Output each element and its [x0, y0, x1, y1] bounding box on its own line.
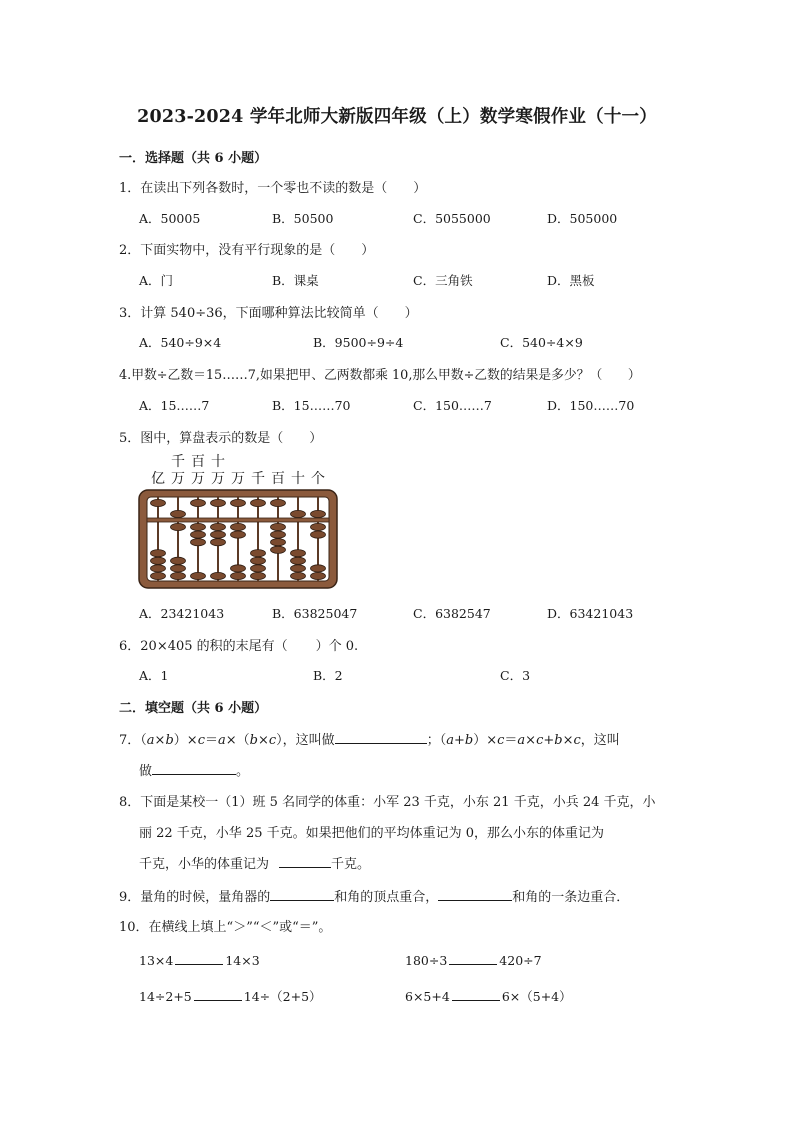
abacus-bead — [271, 523, 286, 530]
abacus-bead — [231, 572, 246, 579]
abacus-place-label: 万 — [211, 471, 225, 487]
question-2-stem: 2．下面实物中，没有平行现象的是（ ） — [119, 243, 375, 258]
q7-var: c — [268, 733, 277, 748]
q3-option-b[interactable]: B．9500÷9÷4 — [313, 335, 404, 350]
q5-option-c[interactable]: C．6382547 — [413, 606, 491, 621]
question-6-stem — [119, 635, 358, 654]
section-heading-choice: 一．选择题（共 6 小题） — [119, 151, 268, 166]
abacus-bead — [211, 531, 226, 538]
page-title: 2023-2024 学年北师大新版四年级（上）数学寒假作业（十一） — [137, 107, 657, 127]
q5-option-a[interactable]: A．23421043 — [139, 606, 225, 621]
q10-left-expr: 14÷2+5 — [139, 989, 192, 1004]
q7-text: ），这叫做 — [276, 733, 335, 748]
abacus-bead — [251, 499, 266, 506]
question-8-line-1: 8．下面是某校一（1）班 5 名同学的体重：小军 23 千克，小东 21 千克，小兵 24 千克，小 — [119, 795, 656, 810]
abacus-place-label: 百 — [271, 471, 285, 487]
q7-var: b — [464, 733, 474, 748]
q10-item-3 — [139, 986, 322, 1005]
q6-option-a[interactable]: A．1 — [139, 668, 169, 683]
q9-answer-blank-2[interactable] — [438, 886, 512, 901]
abacus-place-label: 十 — [291, 471, 305, 487]
q1-option-a[interactable]: A．50005 — [139, 211, 201, 226]
abacus-bead — [311, 531, 326, 538]
abacus-bead — [231, 565, 246, 572]
abacus-bead — [171, 565, 186, 572]
q7-text: + — [543, 733, 555, 748]
q9-answer-blank-1[interactable] — [270, 886, 334, 901]
q1-option-d[interactable]: D．505000 — [547, 211, 618, 226]
q7-var: b — [165, 733, 174, 748]
q4-option-d[interactable]: D．150……70 — [547, 398, 635, 413]
abacus-bead — [151, 550, 166, 557]
q10-item-4 — [405, 986, 572, 1005]
abacus-bead — [211, 523, 226, 530]
abacus-bead — [251, 565, 266, 572]
abacus-top-label: 百 — [191, 454, 205, 470]
q9-text: 和角的顶点重合， — [334, 890, 439, 905]
abacus-place-label: 万 — [171, 471, 185, 487]
q6-option-c[interactable]: C．3 — [500, 668, 531, 683]
q10-right-expr: 14÷（2+5） — [243, 989, 322, 1004]
q10-item-2 — [405, 950, 542, 968]
q7-answer-blank-2[interactable] — [152, 760, 236, 775]
question-8-line-2: 丽 22 千克，小华 25 千克。如果把他们的平均体重记为 0，那么小东的体重记为 — [139, 826, 605, 841]
q3-option-c[interactable]: C．540÷4×9 — [500, 335, 583, 350]
abacus-bead — [151, 557, 166, 564]
abacus-bead — [231, 523, 246, 530]
q10-left-expr: 180÷3 — [405, 953, 448, 968]
abacus-bead — [251, 550, 266, 557]
abacus-bead — [291, 572, 306, 579]
q7-text: 。 — [236, 764, 250, 779]
abacus-bead — [191, 539, 206, 546]
abacus-place-label: 亿 — [151, 471, 165, 487]
abacus-bead — [271, 546, 286, 553]
abacus-bead — [211, 572, 226, 579]
abacus-bead — [151, 499, 166, 506]
q7-text: ）× — [173, 733, 198, 748]
q4-option-a[interactable]: A．15……7 — [139, 398, 210, 413]
q4-option-b[interactable]: B．15……70 — [272, 398, 351, 413]
q7-var: c — [197, 733, 205, 748]
q7-text: ）× — [473, 733, 498, 748]
q7-text: ＝ — [204, 733, 218, 748]
abacus-bead — [311, 565, 326, 572]
q10-compare-blank[interactable] — [194, 986, 242, 1001]
abacus-bead — [211, 539, 226, 546]
q7-text: ，这叫 — [580, 733, 620, 748]
section-heading-fill: 二．填空题（共 6 小题） — [119, 701, 268, 716]
q7-text: 做 — [139, 764, 153, 779]
abacus-bead — [251, 557, 266, 564]
abacus-bead — [171, 523, 186, 530]
q7-var: c — [497, 733, 505, 748]
abacus-bead — [191, 531, 206, 538]
q6-option-b[interactable]: B．2 — [313, 668, 343, 683]
abacus-bead — [291, 550, 306, 557]
q5-option-b[interactable]: B．63825047 — [272, 606, 358, 621]
abacus-bead — [171, 572, 186, 579]
question-7-line-2 — [139, 760, 249, 779]
q7-text: ；（ — [426, 733, 447, 748]
q7-text: ＝ — [504, 733, 518, 748]
q7-text: + — [453, 733, 465, 748]
q10-right-expr: 14×3 — [225, 953, 260, 968]
abacus-figure — [138, 452, 340, 592]
abacus-bead — [311, 572, 326, 579]
q10-compare-blank[interactable] — [452, 986, 500, 1001]
abacus-place-label: 千 — [251, 471, 265, 487]
question-1-stem: 1．在读出下列各数时，一个零也不读的数是（ ） — [119, 181, 427, 196]
abacus-bead — [291, 510, 306, 517]
abacus-beam — [147, 518, 329, 522]
abacus-bead — [311, 523, 326, 530]
question-8-line-3 — [139, 853, 370, 872]
q10-right-expr: 420÷7 — [499, 953, 542, 968]
abacus-bead — [271, 531, 286, 538]
question-5-stem: 5．图中，算盘表示的数是（ ） — [119, 431, 323, 446]
q7-var: c — [536, 733, 544, 748]
q4-option-c[interactable]: C．150……7 — [413, 398, 492, 413]
abacus-bead — [291, 565, 306, 572]
abacus-bead — [291, 557, 306, 564]
q8-text: 千克，小华的体重记为 — [139, 857, 270, 872]
q10-left-expr: 6×5+4 — [405, 989, 450, 1004]
q7-var: a — [217, 733, 226, 748]
q6-stem-start: 6．20×405 的积的末尾有（ — [119, 639, 288, 654]
question-7-line-1 — [119, 729, 620, 748]
q7-var: b — [249, 733, 258, 748]
abacus-bead — [151, 565, 166, 572]
abacus-bead — [231, 499, 246, 506]
q6-stem-end: ）个 0. — [315, 639, 359, 654]
q7-var: a — [446, 733, 454, 748]
abacus-bead — [251, 572, 266, 579]
question-3-stem: 3．计算 540÷36，下面哪种算法比较简单（ ） — [119, 306, 418, 321]
abacus-bead — [191, 523, 206, 530]
abacus-bead — [311, 510, 326, 517]
q9-text: 和角的一条边重合． — [512, 890, 630, 905]
q7-text: 7．（ — [119, 733, 147, 748]
q8-answer-blank[interactable] — [279, 853, 331, 868]
q7-text: × — [525, 733, 537, 748]
q5-option-d[interactable]: D．63421043 — [547, 606, 634, 621]
q1-option-b[interactable]: B．50500 — [272, 211, 334, 226]
abacus-bead — [171, 510, 186, 517]
question-4-stem: 4.甲数÷乙数＝15……7,如果把甲、乙两数都乘 10,那么甲数÷乙数的结果是多少？（ ） — [119, 368, 641, 383]
abacus-place-label: 个 — [311, 471, 325, 487]
abacus-bead — [231, 531, 246, 538]
q10-compare-blank[interactable] — [175, 950, 223, 965]
q2-option-c[interactable]: C．三角铁 — [413, 273, 473, 288]
abacus-bead — [271, 499, 286, 506]
abacus-bead — [151, 572, 166, 579]
q10-item-1 — [139, 950, 260, 968]
abacus-bead — [191, 499, 206, 506]
abacus-bead — [211, 499, 226, 506]
q9-text: 9．量角的时候，量角器的 — [119, 890, 271, 905]
q7-var: a — [517, 733, 526, 748]
q1-option-c[interactable]: C．5055000 — [413, 211, 491, 226]
abacus-place-label: 万 — [191, 471, 205, 487]
q10-compare-blank[interactable] — [449, 950, 497, 965]
q7-answer-blank-1[interactable] — [335, 729, 427, 744]
q3-option-a[interactable]: A．540÷9×4 — [139, 335, 222, 350]
q2-option-b[interactable]: B．课桌 — [272, 273, 319, 288]
q10-right-expr: 6×（5+4） — [501, 989, 572, 1004]
q7-var: a — [146, 733, 155, 748]
q7-var: b — [554, 733, 563, 748]
abacus-top-label: 十 — [211, 454, 225, 470]
q8-text: 千克。 — [331, 857, 371, 872]
abacus-bead — [171, 557, 186, 564]
abacus-bead — [271, 539, 286, 546]
q2-option-d[interactable]: D．黑板 — [547, 273, 595, 288]
question-10-stem: 10．在横线上填上“＞”“＜”或“＝”。 — [119, 920, 332, 935]
q7-text: × — [562, 733, 574, 748]
q10-left-expr: 13×4 — [139, 953, 174, 968]
abacus-place-label: 万 — [231, 471, 245, 487]
q7-text: ×（ — [225, 733, 250, 748]
abacus-bead — [191, 572, 206, 579]
question-9 — [119, 886, 629, 905]
q7-text: × — [257, 733, 269, 748]
abacus-top-label: 千 — [171, 454, 185, 470]
q7-var: c — [573, 733, 581, 748]
q2-option-a[interactable]: A．门 — [139, 273, 174, 288]
q7-text: × — [154, 733, 166, 748]
